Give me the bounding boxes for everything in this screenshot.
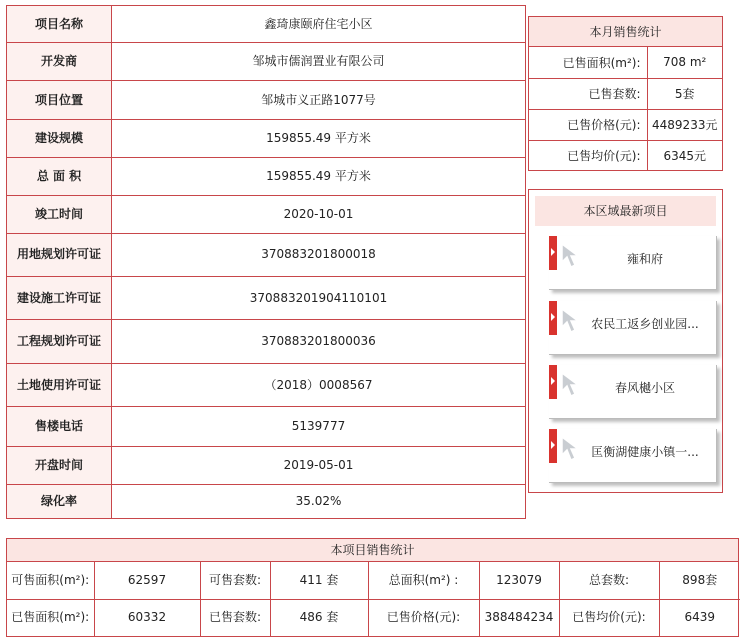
avg-price-label: 已售均价(元): (559, 599, 659, 636)
info-row-value: 邹城市义正路1077号 (112, 81, 526, 119)
monthly-sold-area-value: 708 m² (647, 47, 722, 78)
monthly-sold-price-row (529, 109, 722, 140)
info-row (7, 320, 526, 363)
latest-projects-panel (528, 189, 723, 493)
avg-price-value: 6439 (684, 610, 716, 625)
info-row-label: 项目名称 (7, 6, 112, 43)
project-sales-panel (6, 538, 739, 637)
monthly-sold-price-value: 4489233元 (647, 109, 722, 140)
info-row-value: 鑫琦康颐府住宅小区 (112, 6, 526, 43)
info-row-label: 建设规模 (7, 119, 112, 157)
project-sales-row-available (7, 562, 740, 599)
latest-project-link[interactable] (549, 301, 717, 355)
info-row (7, 446, 526, 484)
info-row (7, 119, 526, 157)
info-row-label: 开盘时间 (7, 446, 112, 484)
info-row-value: 159855.49 平方米 (112, 119, 526, 157)
info-row-value: 5139777 (112, 407, 526, 446)
monthly-sold-units-label: 已售套数: (529, 78, 647, 109)
info-row-value: （2018）0008567 (112, 363, 526, 406)
info-row (7, 158, 526, 196)
project-info-table (6, 5, 526, 519)
info-row-label: 竣工时间 (7, 196, 112, 233)
red-bookmark-icon (549, 301, 557, 335)
info-row (7, 81, 526, 119)
latest-project-link[interactable] (549, 365, 717, 419)
sold-units-value: 486 套 (270, 599, 368, 636)
info-row (7, 196, 526, 233)
info-row-label: 开发商 (7, 43, 112, 81)
info-row (7, 233, 526, 276)
latest-project-name: 雍和府 (626, 252, 663, 266)
avail-area-value: 62597 (94, 562, 200, 599)
latest-project-link[interactable] (549, 236, 717, 290)
sold-units-label: 已售套数: (200, 599, 270, 636)
monthly-avg-price-value: 6345元 (663, 149, 707, 164)
red-bookmark-icon (549, 236, 557, 270)
info-row (7, 276, 526, 319)
info-row (7, 363, 526, 406)
info-row-value: 35.02% (112, 484, 526, 518)
total-units-label: 总套数: (559, 562, 659, 599)
monthly-avg-price-label: 已售均价(元): (529, 140, 647, 171)
info-row (7, 484, 526, 518)
avail-units-value: 411 套 (270, 562, 368, 599)
latest-project-name: 匡衡湖健康小镇一... (591, 445, 699, 459)
info-row-value: 370883201800036 (112, 320, 526, 363)
red-bookmark-icon (549, 365, 557, 399)
info-row (7, 6, 526, 43)
sold-price-value: 388484234 (479, 599, 559, 636)
info-row-label: 总 面 积 (7, 158, 112, 196)
info-row-value: 2020-10-01 (112, 196, 526, 233)
total-units-value: 898套 (659, 562, 740, 599)
info-row-label: 用地规划许可证 (7, 233, 112, 276)
sold-price-label: 已售价格(元): (368, 599, 479, 636)
sold-area-value: 60332 (94, 599, 200, 636)
info-row-value: 159855.49 平方米 (112, 158, 526, 196)
monthly-avg-price-row (529, 140, 722, 171)
info-row-label: 售楼电话 (7, 407, 112, 446)
info-row-value: 2019-05-01 (112, 446, 526, 484)
info-row-label: 项目位置 (7, 81, 112, 119)
info-row (7, 43, 526, 81)
latest-projects-title: 本区域最新项目 (535, 196, 716, 226)
total-area-label: 总面积(m²) : (368, 562, 479, 599)
monthly-sold-area-label: 已售面积(m²): (529, 47, 647, 78)
red-bookmark-icon (549, 429, 557, 463)
info-row-label: 土地使用许可证 (7, 363, 112, 406)
total-area-value: 123079 (479, 562, 559, 599)
project-sales-title: 本项目销售统计 (7, 539, 738, 562)
info-row-value: 邹城市儒润置业有限公司 (112, 43, 526, 81)
info-row-label: 建设施工许可证 (7, 276, 112, 319)
info-row-value: 370883201904110101 (112, 276, 526, 319)
info-row-value: 370883201800018 (112, 233, 526, 276)
latest-project-link[interactable] (549, 429, 717, 483)
project-sales-table (7, 562, 740, 636)
monthly-sales-title: 本月销售统计 (529, 17, 722, 47)
info-row-label: 绿化率 (7, 484, 112, 518)
avail-area-label: 可售面积(m²): (7, 562, 94, 599)
monthly-sold-units-value: 5套 (647, 78, 722, 109)
info-row (7, 407, 526, 446)
monthly-sold-units-row (529, 78, 722, 109)
avail-units-label: 可售套数: (200, 562, 270, 599)
monthly-sales-table (529, 47, 722, 171)
monthly-sold-price-label: 已售价格(元): (529, 109, 647, 140)
project-sales-row-sold (7, 599, 740, 636)
info-row-label: 工程规划许可证 (7, 320, 112, 363)
monthly-sold-area-row (529, 47, 722, 78)
latest-project-name: 春风樾小区 (614, 381, 675, 395)
monthly-sales-panel (528, 16, 723, 171)
project-info-body (7, 6, 526, 519)
sold-area-label: 已售面积(m²): (7, 599, 94, 636)
latest-project-name: 农民工返乡创业园... (591, 317, 699, 331)
